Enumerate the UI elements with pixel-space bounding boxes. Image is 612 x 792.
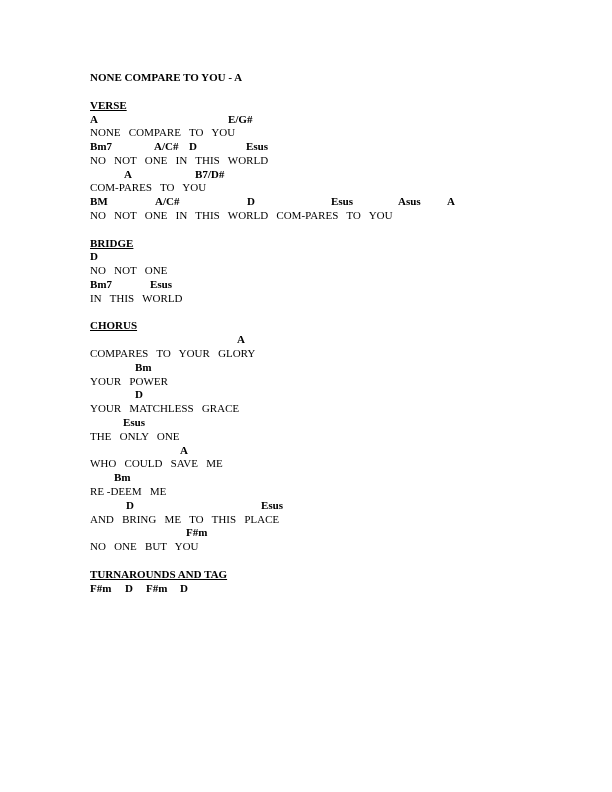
chord: Esus — [261, 500, 284, 512]
verse-heading: VERSE — [90, 100, 127, 112]
turnarounds-heading: TURNAROUNDS AND TAG — [90, 569, 228, 581]
chord: A — [124, 169, 132, 181]
lyric-line: YOUR POWER — [90, 376, 168, 388]
lyric-line: WHO COULD SAVE ME — [90, 458, 223, 470]
chord: Asus — [398, 196, 421, 208]
lyric-line: NONE COMPARE TO YOU — [90, 127, 236, 139]
chord: Bm7 — [90, 141, 112, 153]
bridge-heading: BRIDGE — [90, 238, 134, 250]
chord: Esus — [331, 196, 354, 208]
chord: Bm — [114, 472, 131, 484]
lyric-line: NO NOT ONE IN THIS WORLD — [90, 155, 269, 167]
lyric-line: NO NOT ONE IN THIS WORLD COM-PARES TO YOU — [90, 210, 393, 222]
chord: Esus — [246, 141, 269, 153]
chord: BM — [90, 196, 108, 208]
chord: D — [135, 389, 143, 401]
chord: D — [247, 196, 255, 208]
lyric-line: IN THIS WORLD — [90, 293, 183, 305]
song-title: NONE COMPARE TO YOU - A — [90, 72, 243, 84]
chorus-heading: CHORUS — [90, 320, 138, 332]
chord: A — [180, 445, 188, 457]
chord: D — [90, 251, 98, 263]
chord: F#m — [186, 527, 208, 539]
chord: A — [90, 114, 98, 126]
chord: D — [126, 500, 134, 512]
chord: A — [447, 196, 455, 208]
chord: A/C# — [154, 141, 179, 153]
lyric-line: COM-PARES TO YOU — [90, 182, 207, 194]
lyric-line: COMPARES TO YOUR GLORY — [90, 348, 256, 360]
chord: Esus — [150, 279, 173, 291]
chord: Esus — [123, 417, 146, 429]
lyric-line: THE ONLY ONE — [90, 431, 180, 443]
chord: D — [180, 583, 188, 595]
lyric-line: NO NOT ONE — [90, 265, 168, 277]
chord: D — [125, 583, 133, 595]
chord: E/G# — [228, 114, 253, 126]
chord: D — [189, 141, 197, 153]
lyric-line: YOUR MATCHLESS GRACE — [90, 403, 240, 415]
chord: Bm — [135, 362, 152, 374]
lyric-line: AND BRING ME TO THIS PLACE — [90, 514, 280, 526]
chord: Bm7 — [90, 279, 112, 291]
chord: A — [237, 334, 245, 346]
chord: A/C# — [155, 196, 180, 208]
chord: F#m — [90, 583, 112, 595]
lyric-line: NO ONE BUT YOU — [90, 541, 199, 553]
chord: F#m — [146, 583, 168, 595]
lyric-line: RE -DEEM ME — [90, 486, 167, 498]
chord: B7/D# — [195, 169, 225, 181]
